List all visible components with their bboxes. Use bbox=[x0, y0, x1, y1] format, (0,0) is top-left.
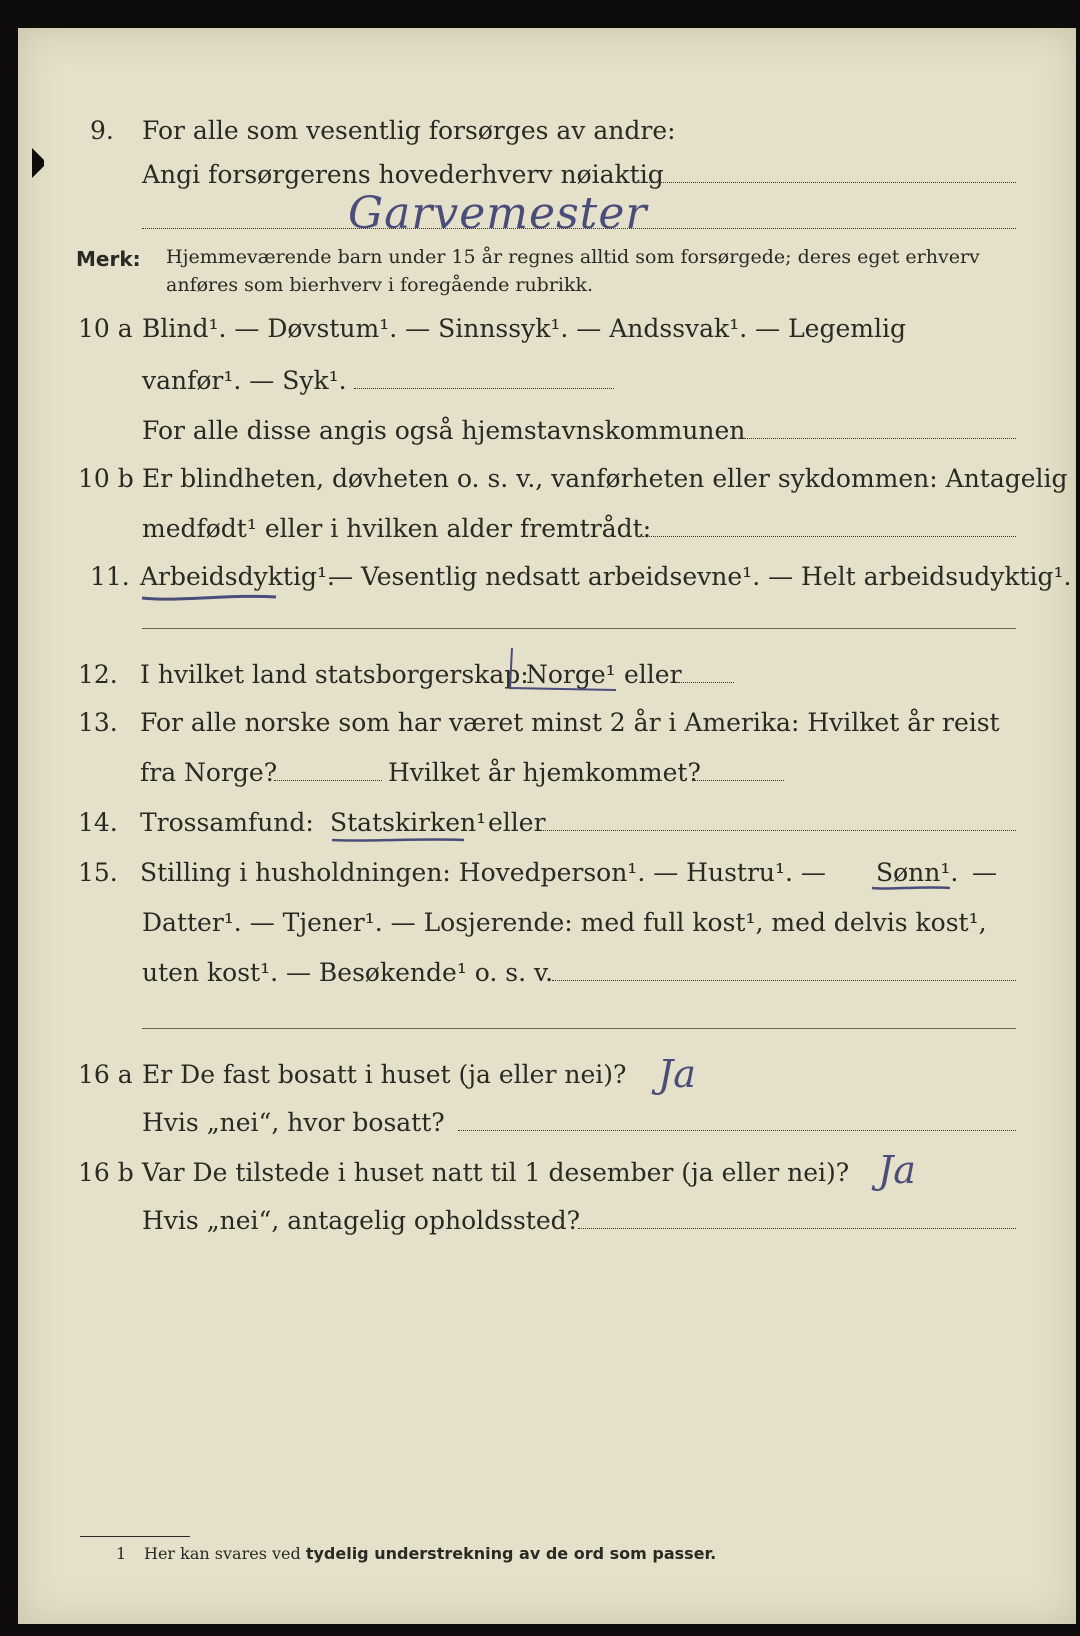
merk-line1: Hjemmeværende barn under 15 år regnes alltid som forsørgede; deres eget erhverv bbox=[166, 246, 980, 268]
q9-line1: For alle som vesentlig forsørges av andre: bbox=[142, 116, 676, 145]
merk-label: Merk: bbox=[76, 247, 141, 271]
merk-line2: anføres som bierhverv i foregående rubrikk. bbox=[166, 274, 594, 296]
q16b-handwritten-answer: Ja bbox=[878, 1148, 916, 1192]
q15-option-sonn[interactable]: Sønn¹. bbox=[876, 858, 959, 887]
q12-number: 12. bbox=[78, 660, 118, 689]
q14-option-statskirken[interactable]: Statskirken¹ bbox=[330, 808, 487, 837]
footnote-text bbox=[144, 1544, 716, 1563]
q15-ink-underline bbox=[870, 882, 954, 894]
q16b-number: 16 b bbox=[78, 1158, 134, 1187]
q16a-handwritten-answer: Ja bbox=[658, 1052, 696, 1096]
q10b-line1: Er blindheten, døvheten o. s. v., vanførheten eller sykdommen: Antagelig bbox=[142, 464, 1068, 493]
census-form-page bbox=[18, 28, 1076, 1624]
q13-line1: For alle norske som har været minst 2 år i Amerika: Hvilket år reist bbox=[140, 708, 1000, 737]
q16b-line1: Var De tilstede i huset natt til 1 desember (ja eller nei)? bbox=[142, 1158, 850, 1187]
footnote-text-b: tydelig understrekning av de ord som passer. bbox=[305, 1544, 717, 1563]
q10b-field[interactable] bbox=[642, 536, 1016, 537]
q9-dotted-field[interactable] bbox=[636, 182, 1016, 183]
q9-number: 9. bbox=[90, 116, 114, 145]
q11-option-arbeidsdyktig[interactable]: Arbeidsdyktig¹. bbox=[140, 562, 335, 591]
q13-reist-field[interactable] bbox=[274, 780, 382, 781]
q16a-number: 16 a bbox=[78, 1060, 133, 1089]
q16b-field[interactable] bbox=[578, 1228, 1016, 1229]
q12-pre: I hvilket land statsborgerskap: bbox=[140, 660, 529, 689]
q11-separator bbox=[142, 628, 1016, 629]
q15-line1a: Stilling i husholdningen: Hovedperson¹. — Hustru¹. — bbox=[140, 858, 826, 887]
q15-line1b: — bbox=[972, 858, 997, 887]
q10a-hjemstavn-field[interactable] bbox=[738, 438, 1016, 439]
q13-line2a: fra Norge? bbox=[140, 758, 278, 787]
q10b-number: 10 b bbox=[78, 464, 134, 493]
q12-ink-mark bbox=[506, 644, 626, 696]
q12-post: eller bbox=[624, 660, 682, 689]
q15-number: 15. bbox=[78, 858, 118, 887]
q14-field[interactable] bbox=[540, 830, 1016, 831]
footnote-text-a: Her kan svares ved bbox=[144, 1544, 301, 1563]
q16b-line2: Hvis „nei“, antagelig opholdssted? bbox=[142, 1206, 581, 1235]
q12-option-norge[interactable]: Norge¹ bbox=[526, 660, 616, 689]
footnote-mark: 1 bbox=[116, 1544, 127, 1563]
footnote-rule bbox=[80, 1536, 190, 1537]
q10b-line2: medfødt¹ eller i hvilken alder fremtrådt: bbox=[142, 514, 652, 543]
q13-line2b: Hvilket år hjemkommet? bbox=[388, 758, 701, 787]
q11-ink-underline bbox=[140, 590, 280, 604]
q11-number: 11. bbox=[90, 562, 130, 591]
q11-rest: — Vesentlig nedsatt arbeidsevne¹. — Helt arbeidsudyktig¹. bbox=[328, 562, 1072, 591]
q10a-line2: vanfør¹. — Syk¹. bbox=[142, 366, 347, 395]
q9-handwritten-answer: Garvemester bbox=[348, 188, 648, 239]
q9-answer-line[interactable] bbox=[142, 228, 1016, 229]
q15-line2: Datter¹. — Tjener¹. — Losjerende: med full kost¹, med delvis kost¹, bbox=[142, 908, 987, 937]
q13-hjemkommet-field[interactable] bbox=[692, 780, 784, 781]
q13-number: 13. bbox=[78, 708, 118, 737]
q10a-syk-field[interactable] bbox=[354, 388, 614, 389]
q10a-line3: For alle disse angis også hjemstavnskommunen bbox=[142, 416, 746, 445]
q16a-line1: Er De fast bosatt i huset (ja eller nei)? bbox=[142, 1060, 627, 1089]
q16a-field[interactable] bbox=[458, 1130, 1016, 1131]
q15-separator bbox=[142, 1028, 1016, 1029]
q12-field[interactable] bbox=[678, 682, 734, 683]
q14-ink-underline bbox=[330, 834, 470, 846]
q14-number: 14. bbox=[78, 808, 118, 837]
q14-pre: Trossamfund: bbox=[140, 808, 314, 837]
q10a-line1: Blind¹. — Døvstum¹. — Sinnssyk¹. — Andssvak¹. — Legemlig bbox=[142, 314, 906, 343]
q10a-number: 10 a bbox=[78, 314, 133, 343]
q14-post: eller bbox=[488, 808, 546, 837]
paper-notch bbox=[32, 148, 44, 178]
q9-line2: Angi forsørgerens hovederhverv nøiaktig bbox=[142, 160, 664, 189]
q15-field[interactable] bbox=[552, 980, 1016, 981]
q15-line3: uten kost¹. — Besøkende¹ o. s. v. bbox=[142, 958, 554, 987]
q16a-line2: Hvis „nei“, hvor bosatt? bbox=[142, 1108, 445, 1137]
